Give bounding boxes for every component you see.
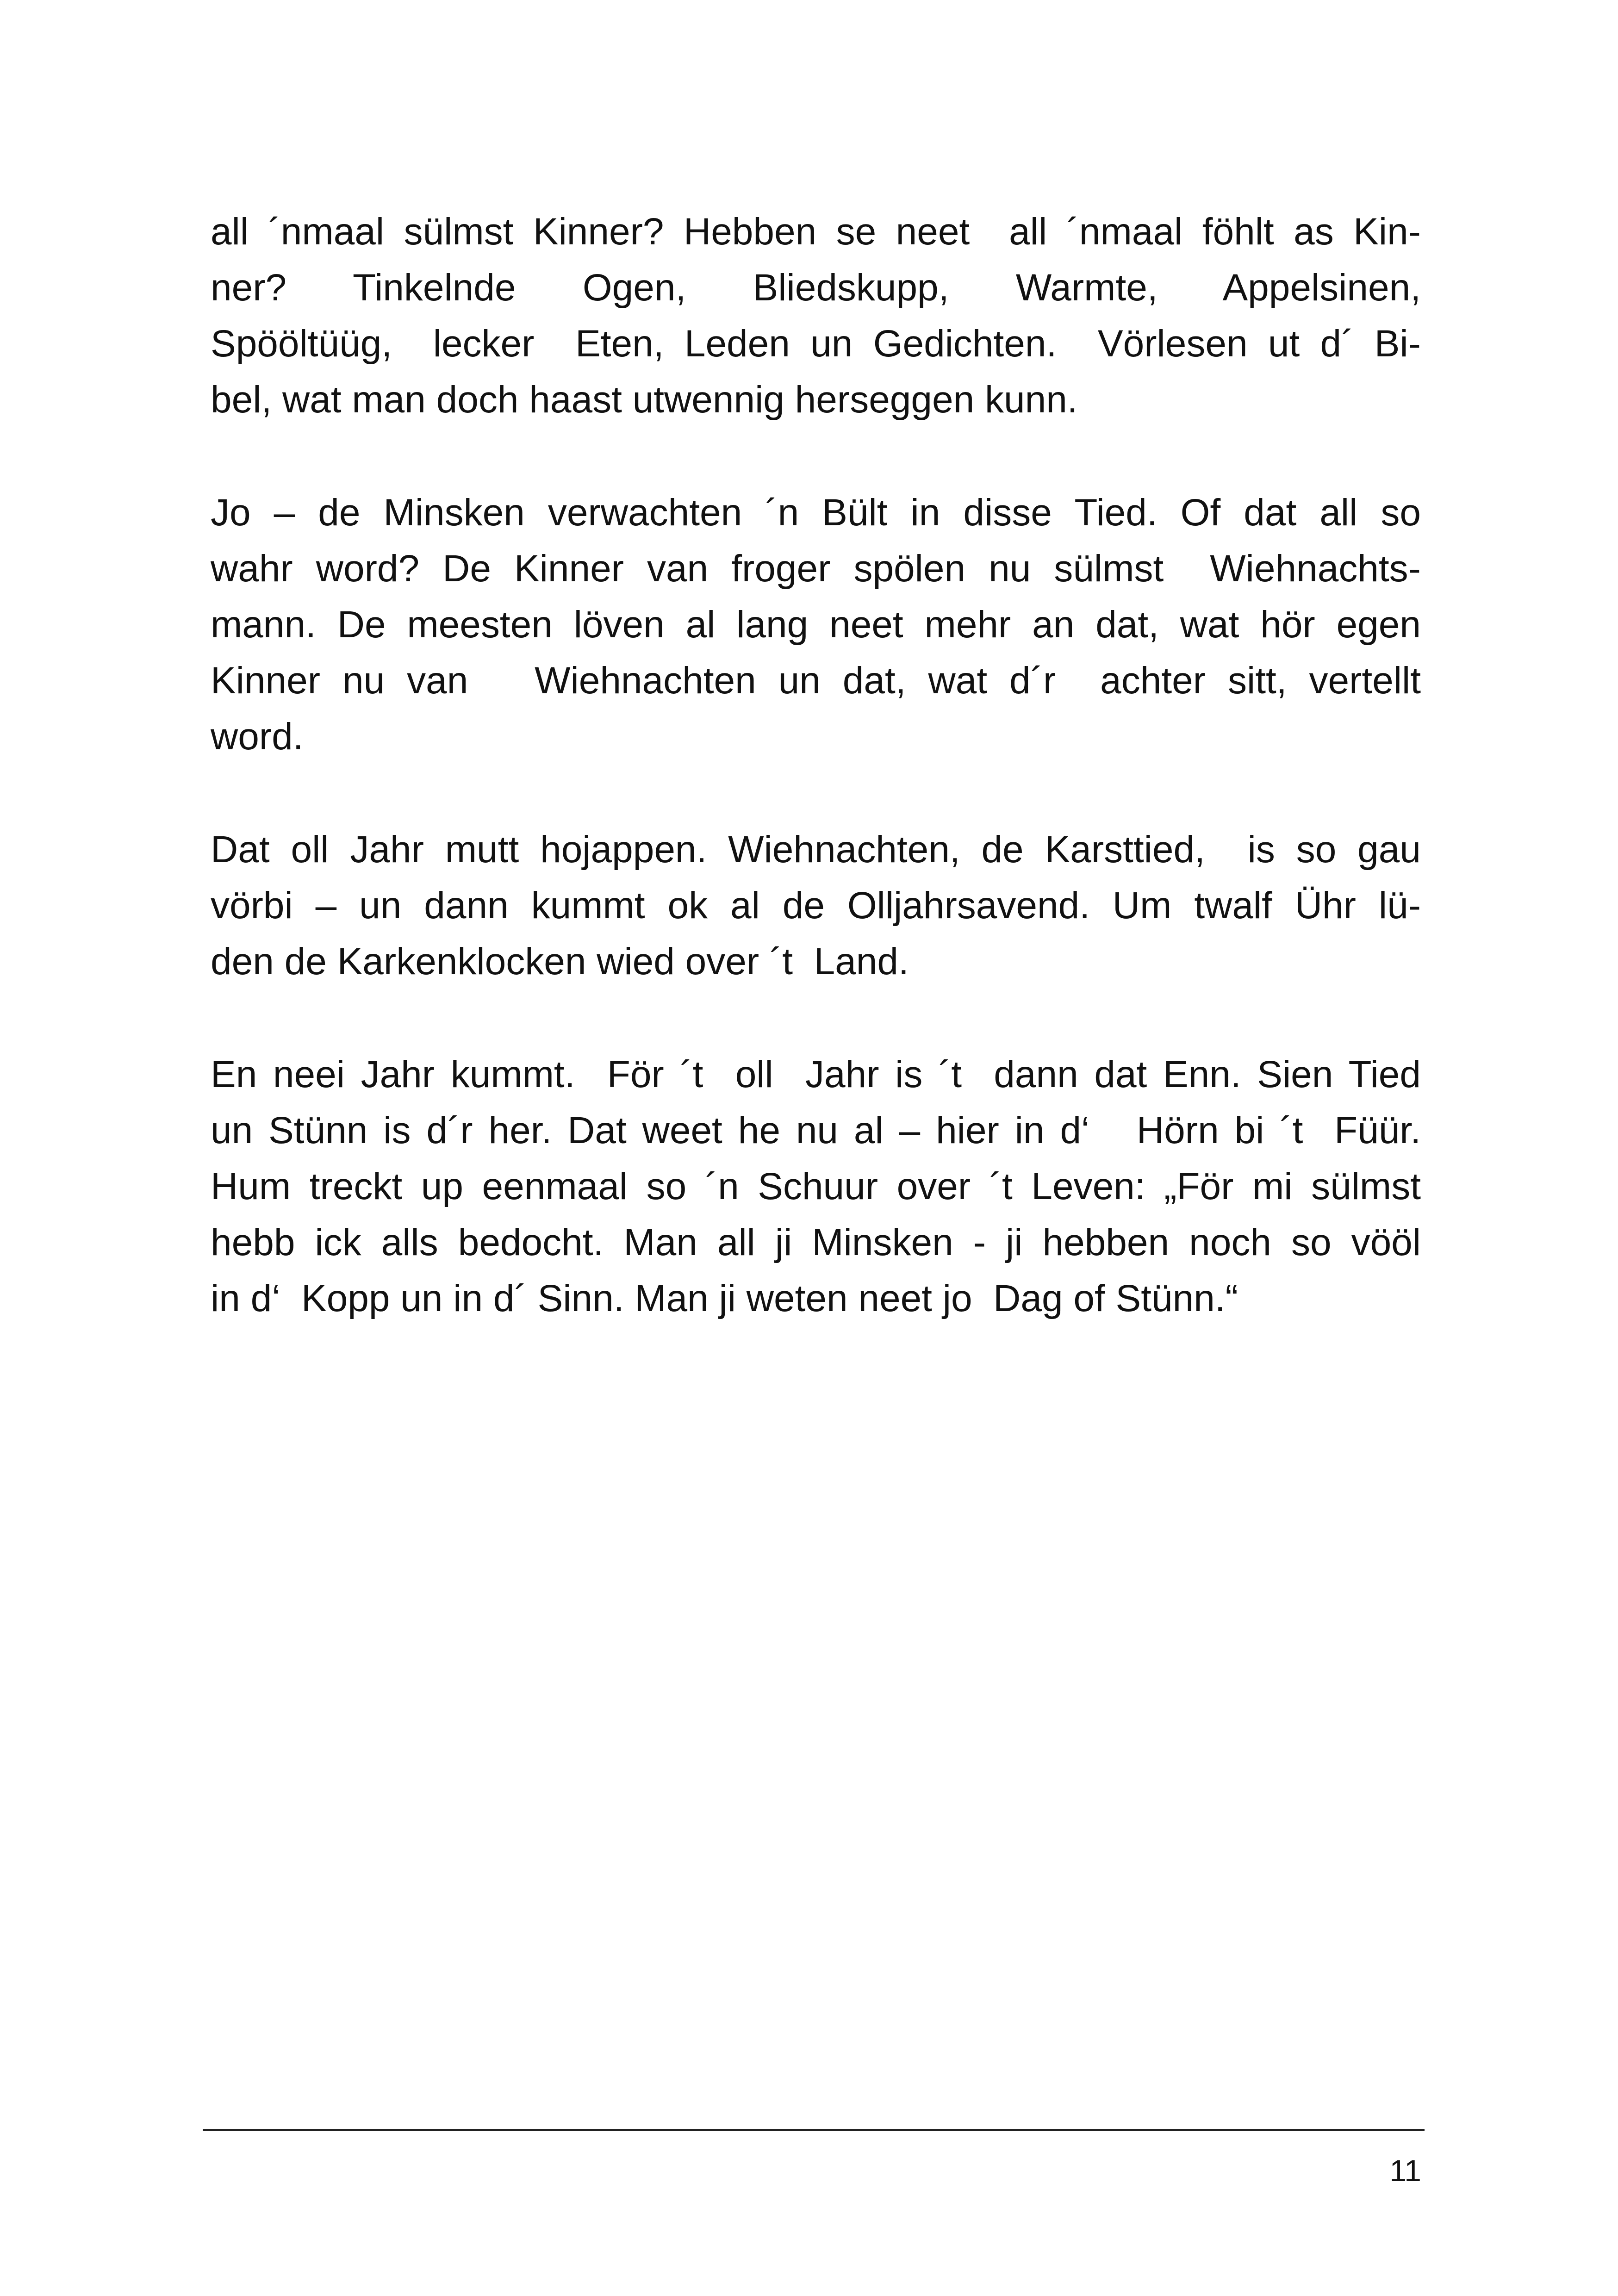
text-line: un Stünn is d´r her. Dat weet he nu al – hier in d‘ Hörn bi ´t Füür. <box>211 1109 1421 1151</box>
text-line: in d‘ Kopp un in d´ Sinn. Man ji weten neet jo Dag of Stünn.“ <box>211 1277 1238 1319</box>
text-line: vörbi – un dann kummt ok al de Olljahrsavend. Um twalf Ühr lü- <box>211 884 1421 927</box>
text-line: all ´nmaal sülmst Kinner? Hebben se neet all ´nmaal föhlt as Kin- <box>211 211 1421 253</box>
text-line: wahr word? De Kinner van froger spölen nu sülmst Wiehnachts- <box>211 548 1421 590</box>
paragraph-2 <box>211 485 1421 765</box>
text-line: Dat oll Jahr mutt hojappen. Wiehnachten, de Karsttied, is so gau <box>211 828 1421 871</box>
text-line: den de Karkenklocken wied over ´t Land. <box>211 940 909 983</box>
body-text <box>211 204 1421 1383</box>
paragraph-3 <box>211 821 1421 989</box>
text-line: Kinner nu van Wiehnachten un dat, wat d´r achter sitt, vertellt <box>211 660 1421 702</box>
paragraph-4 <box>211 1046 1421 1326</box>
text-line: hebb ick alls bedocht. Man all ji Minsken - ji hebben noch so vööl <box>211 1221 1421 1263</box>
text-line: Hum treckt up eenmaal so ´n Schuur over ´t Leven: „För mi sülmst <box>211 1165 1421 1207</box>
text-line: bel, wat man doch haast utwennig herseggen kunn. <box>211 379 1078 421</box>
text-line: Jo – de Minsken verwachten ´n Bült in disse Tied. Of dat all so <box>211 492 1421 534</box>
text-line: ner? Tinkelnde Ogen, Bliedskupp, Warmte, Appelsinen, <box>211 267 1421 309</box>
text-line: word. <box>211 716 304 758</box>
text-line: Spööltüüg, lecker Eten, Leden un Gedichten. Vörlesen ut d´ Bi- <box>211 323 1421 365</box>
text-line: En neei Jahr kummt. För ´t oll Jahr is ´t dann dat Enn. Sien Tied <box>211 1053 1421 1095</box>
footer-divider <box>203 2129 1425 2131</box>
text-line: mann. De meesten löven al lang neet mehr an dat, wat hör egen <box>211 604 1421 646</box>
paragraph-1 <box>211 204 1421 428</box>
page-number: 11 <box>1389 2153 1421 2188</box>
